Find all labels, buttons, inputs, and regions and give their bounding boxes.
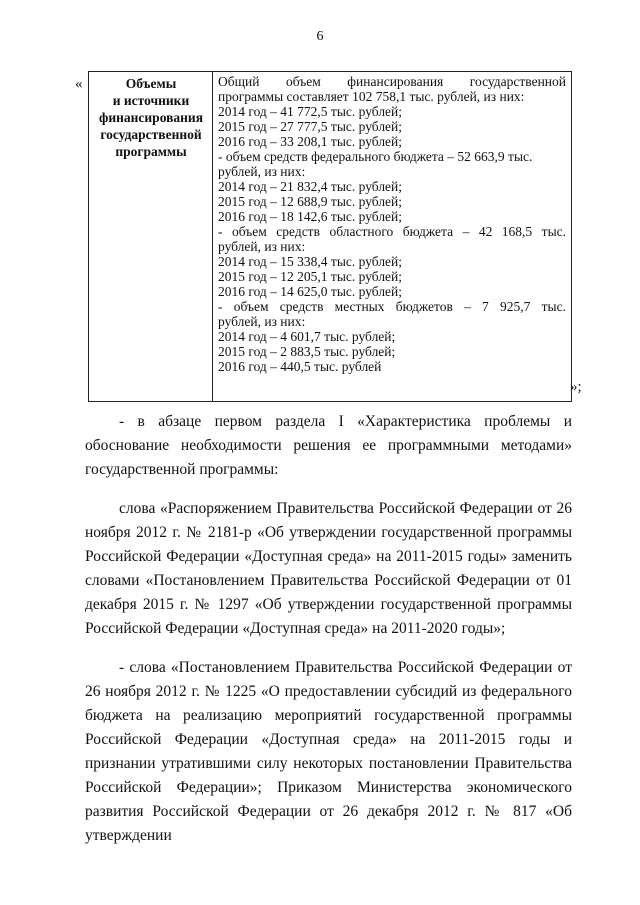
paragraph: - в абзаце первом раздела I «Характеристика проблемы и обоснование необходимости решения ее программными методами» государственной программы:: [85, 413, 572, 478]
content-line: 2015 год – 12 205,1 тыс. рублей;: [218, 269, 403, 284]
header-line: государственной: [100, 127, 202, 142]
financing-table: [88, 71, 572, 402]
table-header-cell: [91, 75, 211, 160]
content-line: программы составляет 102 758,1 тыс. рублей, из них:: [218, 89, 525, 104]
content-line: 2014 год – 15 338,4 тыс. рублей;: [218, 254, 403, 269]
content-line: рублей, из них:: [218, 239, 306, 254]
paragraph: - слова «Постановлением Правительства Российской Федерации от 26 ноября 2012 г. № 1225 «О предоставлении субсидий из федерального бюджета на реализацию мероприятий государственной программы Российской Федерации «Доступная среда» на 2011-2015 годы и признании утратившими силу некоторых постановлении Правительства Российской Федерации»; Приказом Министерства экономического развития Российской Федерации от 26 декабря 2012 г. № 817 «Об утверждении: [85, 659, 572, 844]
content-line: рублей, из них:: [218, 164, 306, 179]
content-line: 2016 год – 33 208,1 тыс. рублей;: [218, 134, 403, 149]
content-line: 2015 год – 2 883,5 тыс. рублей;: [218, 344, 396, 359]
content-line: 2016 год – 14 625,0 тыс. рублей;: [218, 284, 403, 299]
opening-quote: «: [75, 76, 83, 92]
content-line: - объем средств местных бюджетов – 7 925,7 тыс.: [218, 299, 566, 314]
content-line: Общий объем финансирования государственной: [218, 74, 566, 89]
content-line: 2015 год – 27 777,5 тыс. рублей;: [218, 119, 403, 134]
content-line: 2015 год – 12 688,9 тыс. рублей;: [218, 194, 403, 209]
content-line: 2014 год – 41 772,5 тыс. рублей;: [218, 104, 403, 119]
header-line: программы: [115, 144, 187, 159]
content-line: 2014 год – 4 601,7 тыс. рублей;: [218, 329, 396, 344]
header-line: финансирования: [98, 110, 204, 125]
content-line: 2016 год – 440,5 тыс. рублей: [218, 359, 382, 374]
content-line: - объем средств федерального бюджета – 52 663,9 тыс.: [218, 149, 533, 164]
table-column-divider: [212, 72, 213, 401]
header-line: Объемы: [125, 76, 177, 91]
header-line: и источники: [112, 93, 190, 108]
table-content-cell: [218, 74, 566, 374]
document-body: [85, 410, 572, 848]
page-number: 6: [316, 29, 324, 44]
closing-quote: »;: [570, 379, 582, 395]
content-line: 2014 год – 21 832,4 тыс. рублей;: [218, 179, 403, 194]
content-line: рублей, из них:: [218, 314, 306, 329]
paragraph: слова «Распоряжением Правительства Российской Федерации от 26 ноября 2012 г. № 2181-р «Об утверждении государственной программы Российской Федерации «Доступная среда» на 2011-2015 годы» заменить словами «Постановлением Правительства Российской Федерации от 01 декабря 2015 г. № 1297 «Об утверждении государственной программы Российской Федерации «Доступная среда» на 2011-2020 годы»;: [85, 500, 572, 637]
content-line: 2016 год – 18 142,6 тыс. рублей;: [218, 209, 403, 224]
content-line: - объем средств областного бюджета – 42 168,5 тыс.: [218, 224, 566, 239]
